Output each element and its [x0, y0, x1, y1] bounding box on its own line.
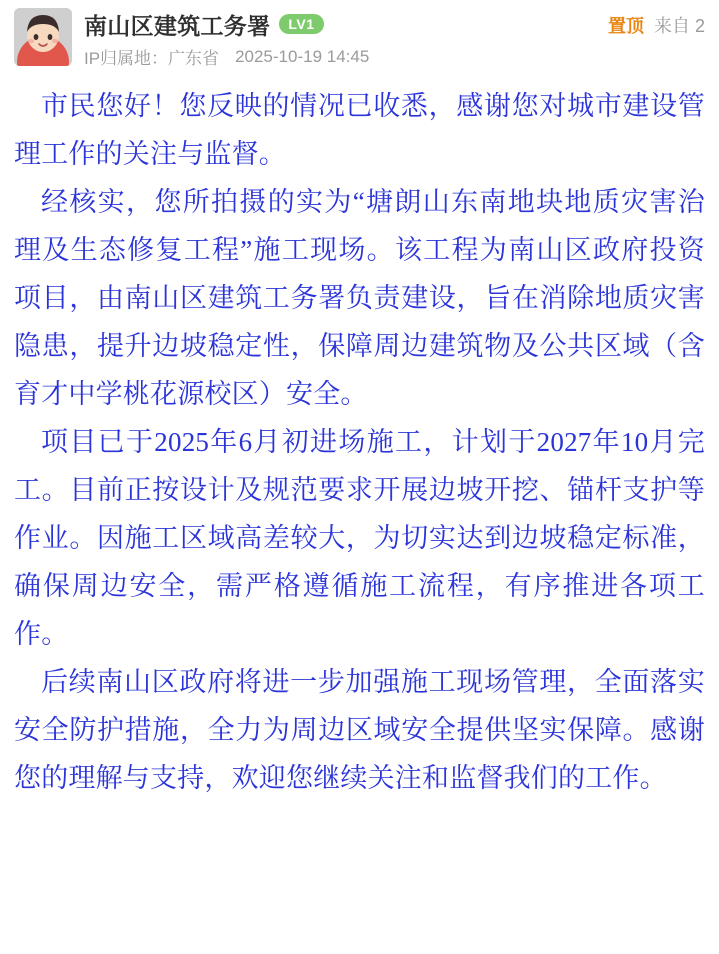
avatar[interactable]	[14, 8, 72, 66]
post-paragraph: 经核实，您所拍摄的实为“塘朗山东南地块地质灾害治理及生态修复工程”施工现场。该工程为南山区政府投资项目，由南山区建筑工务署负责建设，旨在消除地质灾害隐患，提升边坡稳定性，保障周边建筑物及公共区域（含育才中学桃花源校区）安全。	[14, 187, 705, 409]
post-paragraph: 项目已于2025年6月初进场施工，计划于2027年10月完工。目前正按设计及规范要求开展边坡开挖、锚杆支护等作业。因施工区域高差较大，为切实达到边坡稳定标准，确保周边安全，需严格遵循施工流程，有序推进各项工作。	[14, 427, 705, 649]
post-paragraph: 市民您好！您反映的情况已收悉，感谢您对城市建设管理工作的关注与监督。	[14, 91, 705, 169]
post-flags	[608, 12, 705, 38]
pinned-badge: 置顶	[607, 16, 644, 36]
post-timestamp: 2025-10-19 14:45	[235, 46, 370, 66]
source-label[interactable]: 来自 2	[653, 16, 705, 36]
ip-location: IP归属地：广东省	[84, 49, 220, 68]
level-badge: LV1	[279, 14, 323, 34]
post-header	[14, 8, 705, 70]
post-meta-row	[84, 44, 705, 69]
post-content	[14, 82, 705, 802]
post-paragraph: 后续南山区政府将进一步加强施工现场管理，全面落实安全防护措施，全力为周边区域安全提供坚实保障。感谢您的理解与支持，欢迎您继续关注和监督我们的工作。	[14, 667, 705, 793]
user-avatar-cartoon-icon	[14, 8, 72, 66]
author-name[interactable]: 南山区建筑工务署	[84, 12, 271, 39]
